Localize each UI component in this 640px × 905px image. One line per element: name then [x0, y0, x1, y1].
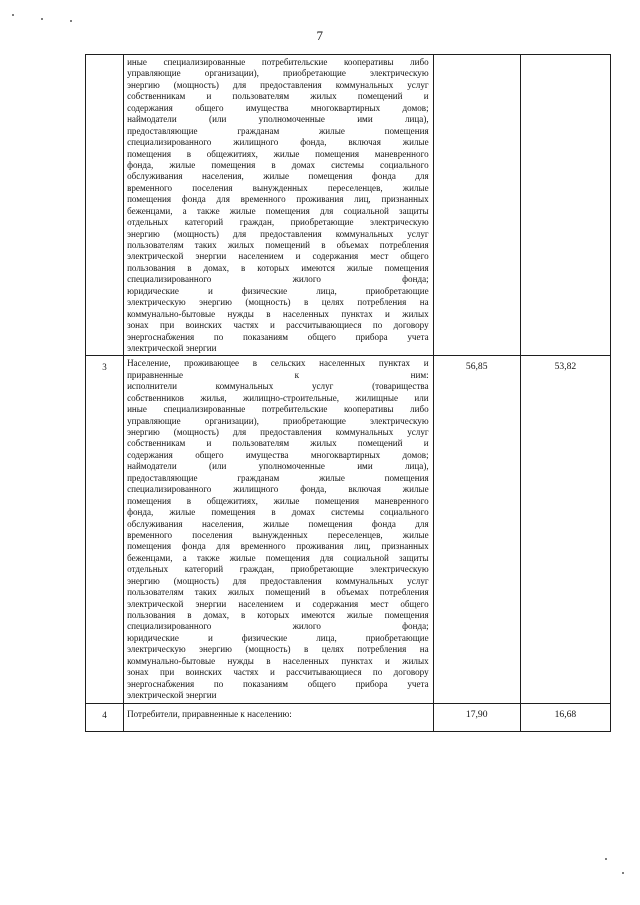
text-line: зонах при воинских частях и рассчитывающиеся по договору	[127, 320, 429, 331]
table-row	[86, 703, 611, 731]
text-line: собственникам и пользователям жилых помещений и	[127, 91, 429, 102]
text-line: зонах при воинских частях и рассчитывающиеся по договору	[127, 667, 429, 678]
text-line: помещения фонда для временного проживания лиц, признанных	[127, 541, 429, 552]
text-line: пользователям таких жилых помещений в объемах потребления	[127, 587, 429, 598]
text-line: пользования в домах, в которых имеются жилые помещения	[127, 262, 429, 273]
text-line: энергоснабжения по показаниям общего прибора учета	[127, 331, 429, 342]
text-line: энергию (мощность) для предоставления коммунальных услуг	[127, 79, 429, 90]
text-line: электрической энергии населением и содержания мест общего	[127, 598, 429, 609]
row-value-first-half	[433, 55, 520, 356]
text-line: энергию (мощность) для предоставления коммунальных услуг	[127, 228, 429, 239]
scan-speck	[12, 14, 14, 16]
text-line: беженцами, а также жилые помещения для социальной защиты	[127, 552, 429, 563]
scan-speck	[605, 858, 607, 860]
text-line: Потребители, приравненные к населению:	[127, 708, 292, 719]
text-line: отдельных категорий граждан, приобретающие электрическую	[127, 564, 429, 575]
text-line: помещения в общежитиях, жилые помещения маневренного	[127, 495, 429, 506]
text-line: обслуживания населения, жилые помещения фонда для	[127, 171, 429, 182]
text-line: энергию (мощность) для предоставления коммунальных услуг	[127, 575, 429, 586]
text-line: отдельных категорий граждан, приобретающие электрическую	[127, 217, 429, 228]
text-line: приравненные к ним:	[127, 369, 429, 380]
row-number: 3	[86, 356, 124, 703]
text-line: помещения фонда для временного проживания лиц, признанных	[127, 194, 429, 205]
text-line: электрической энергии	[127, 690, 217, 701]
text-line: коммунально-бытовые нужды в населенных пунктах и жилых	[127, 308, 429, 319]
scan-speck	[41, 18, 43, 20]
text-line: иные специализированные потребительские кооперативы либо	[127, 57, 429, 67]
text-line: фонда, жилые помещения в домах системы социального	[127, 507, 429, 518]
text-line: юридические и физические лица, приобретающие	[127, 285, 429, 296]
text-line: наймодатели (или уполномоченные ими лица),	[127, 114, 429, 125]
text-line: исполнители коммунальных услуг (товарищества	[127, 381, 429, 392]
text-line: электрической энергии населением и содержания мест общего	[127, 251, 429, 262]
row-number	[86, 55, 124, 356]
text-line: наймодатели (или уполномоченные ими лица),	[127, 461, 429, 472]
table-row	[86, 356, 611, 703]
text-line: собственникам и пользователям жилых помещений и	[127, 438, 429, 449]
row-description	[124, 356, 434, 703]
text-line: беженцами, а также жилые помещения для социальной защиты	[127, 205, 429, 216]
text-line: фонда, жилые помещения в домах системы социального	[127, 159, 429, 170]
text-line: энергоснабжения по показаниям общего прибора учета	[127, 678, 429, 689]
text-line: электрической энергии	[127, 342, 217, 353]
table-row	[86, 55, 611, 356]
row-value-second-half: 16,68	[520, 703, 610, 731]
text-line: пользования в домах, в которых имеются жилые помещения	[127, 610, 429, 620]
text-line: коммунально-бытовые нужды в населенных пунктах и жилых	[127, 655, 429, 666]
text-line: управляющие организации), приобретающие электрическую	[127, 415, 429, 426]
text-line: помещения в общежитиях, жилые помещения маневренного	[127, 148, 429, 159]
text-line: энергию (мощность) для предоставления коммунальных услуг	[127, 427, 429, 437]
text-line: специализированного жилого фонда;	[127, 621, 429, 632]
text-line: собственников жилья, жилищно-строительные, жилищные или	[127, 392, 429, 403]
row-description	[124, 55, 434, 356]
text-line: предоставляющие гражданам жилые помещения	[127, 125, 429, 136]
row-value-second-half: 53,82	[520, 356, 610, 703]
text-line: юридические и физические лица, приобретающие	[127, 632, 429, 643]
text-line: специализированного жилого фонда;	[127, 274, 429, 285]
text-line: иные специализированные потребительские кооперативы либо	[127, 404, 429, 415]
page-number: 7	[316, 28, 324, 43]
text-line: предоставляющие гражданам жилые помещения	[127, 472, 429, 483]
text-line: специализированного жилищного фонда, включая жилые	[127, 137, 429, 148]
scan-speck	[70, 20, 72, 22]
tariff-table	[85, 54, 611, 732]
text-line: временного поселения вынужденных переселенцев, жилые	[127, 182, 429, 193]
text-line: Население, проживающее в сельских населенных пунктах и	[127, 358, 429, 369]
text-line: управляющие организации), приобретающие электрическую	[127, 68, 429, 79]
text-line: содержания общего имущества многоквартирных домов;	[127, 449, 429, 460]
row-value-first-half: 17,90	[433, 703, 520, 731]
text-line: пользователям таких жилых помещений в объемах потребления	[127, 240, 429, 250]
text-line: специализированного жилищного фонда, включая жилые	[127, 484, 429, 495]
text-line: содержания общего имущества многоквартирных домов;	[127, 102, 429, 113]
text-line: электрическую энергию (мощность) в целях потребления на	[127, 644, 429, 655]
text-line: временного поселения вынужденных переселенцев, жилые	[127, 529, 429, 540]
text-line: электрическую энергию (мощность) в целях потребления на	[127, 297, 429, 308]
row-value-first-half: 56,85	[433, 356, 520, 703]
row-number: 4	[86, 703, 124, 731]
scan-speck	[622, 872, 624, 874]
row-description	[124, 703, 434, 731]
text-line: обслуживания населения, жилые помещения фонда для	[127, 518, 429, 529]
row-value-second-half	[520, 55, 610, 356]
